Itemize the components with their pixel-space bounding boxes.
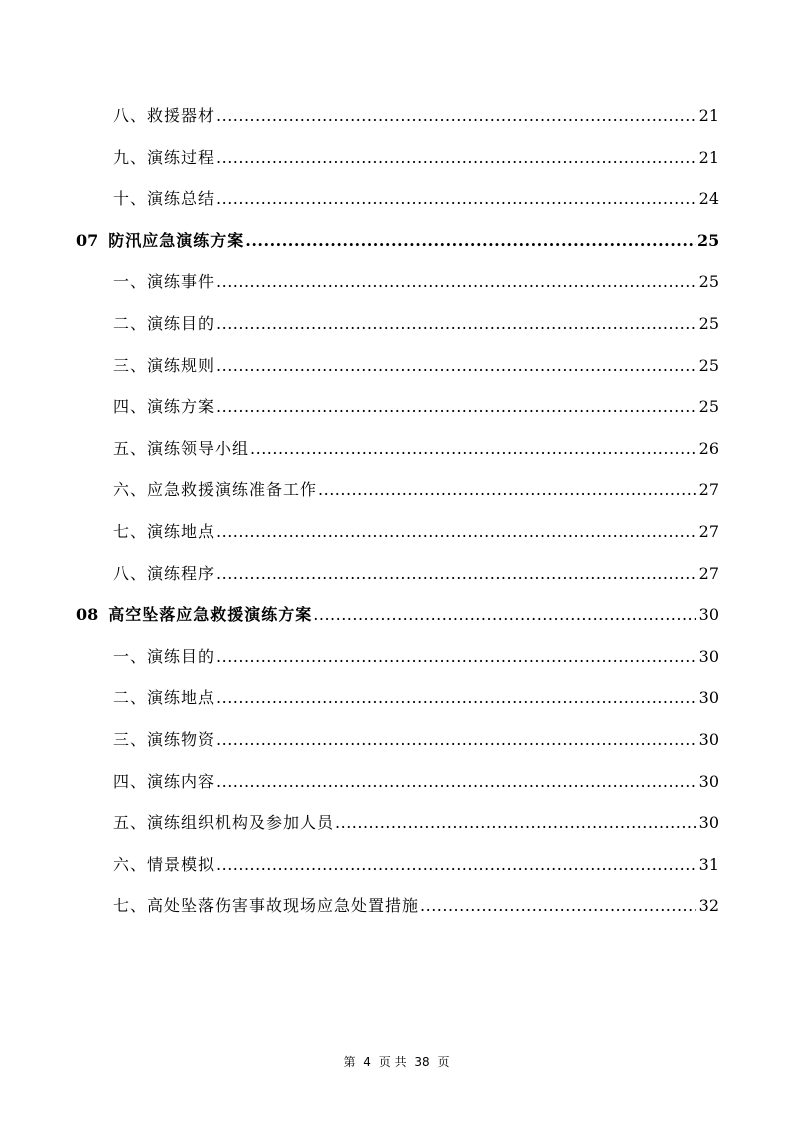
toc-entry-title: 五、演练组织机构及参加人员	[113, 813, 335, 833]
toc-entry[interactable]	[0, 553, 793, 595]
toc-entry-title: 一、演练目的	[113, 646, 216, 666]
toc-entry[interactable]	[0, 885, 793, 927]
footer-suffix: 页	[437, 1055, 450, 1069]
dot-leader	[313, 594, 696, 636]
dot-leader	[216, 345, 696, 387]
dot-leader	[216, 386, 696, 428]
dot-leader	[216, 95, 696, 137]
dot-leader	[216, 178, 696, 220]
table-of-contents	[0, 95, 793, 927]
toc-entry-page: 21	[698, 147, 719, 167]
toc-entry-title: 四、演练内容	[113, 771, 216, 791]
toc-entry-page: 31	[698, 854, 719, 874]
dot-leader	[216, 844, 696, 886]
dot-leader	[216, 137, 696, 179]
dot-leader	[216, 761, 696, 803]
toc-entry-title: 二、演练地点	[113, 688, 216, 708]
toc-entry-title: 九、演练过程	[113, 147, 216, 167]
toc-entry-title: 七、演练地点	[113, 521, 216, 541]
footer-current-page: 4	[363, 1055, 371, 1069]
footer-total-pages: 38	[414, 1055, 430, 1069]
toc-entry-page: 30	[698, 688, 719, 708]
dot-leader	[216, 553, 696, 595]
toc-entry[interactable]	[0, 178, 793, 220]
toc-entry-page: 27	[698, 521, 719, 541]
toc-entry-page: 32	[698, 896, 719, 916]
toc-entry-title: 四、演练方案	[113, 397, 216, 417]
toc-entry[interactable]	[0, 511, 793, 553]
dot-leader	[216, 511, 696, 553]
toc-entry[interactable]	[0, 677, 793, 719]
toc-entry-page: 27	[698, 480, 719, 500]
toc-entry[interactable]	[0, 428, 793, 470]
toc-entry[interactable]	[0, 303, 793, 345]
toc-entry[interactable]	[0, 636, 793, 678]
dot-leader	[216, 303, 696, 345]
dot-leader	[318, 469, 696, 511]
toc-entry-title: 三、演练物资	[113, 729, 216, 749]
toc-entry-page: 25	[698, 272, 719, 292]
toc-entry-page: 25	[698, 355, 719, 375]
toc-entry-title: 七、高处坠落伤害事故现场应急处置措施	[113, 896, 420, 916]
footer-middle: 页 共	[378, 1055, 407, 1069]
toc-entry-page: 24	[698, 189, 719, 209]
toc-entry-page: 30	[698, 771, 719, 791]
dot-leader	[245, 220, 696, 262]
footer-prefix: 第	[343, 1055, 356, 1069]
toc-entry[interactable]	[0, 469, 793, 511]
toc-entry-page: 25	[698, 313, 719, 333]
toc-entry-page: 27	[698, 563, 719, 583]
toc-entry[interactable]	[0, 719, 793, 761]
dot-leader	[216, 636, 696, 678]
toc-entry[interactable]	[0, 802, 793, 844]
dot-leader	[335, 802, 696, 844]
toc-chapter[interactable]	[0, 220, 793, 262]
page-footer	[0, 1053, 793, 1070]
toc-entry[interactable]	[0, 761, 793, 803]
toc-entry-title: 八、演练程序	[113, 563, 216, 583]
toc-entry-page: 25	[698, 397, 719, 417]
toc-entry-title: 一、演练事件	[113, 272, 216, 292]
toc-entry-title: 三、演练规则	[113, 355, 216, 375]
toc-chapter-page: 25	[697, 230, 720, 250]
toc-entry-title: 六、应急救援演练准备工作	[113, 480, 318, 500]
toc-chapter[interactable]	[0, 594, 793, 636]
toc-entry[interactable]	[0, 345, 793, 387]
toc-entry-page: 30	[698, 646, 719, 666]
toc-chapter-page: 30	[698, 605, 719, 625]
toc-entry-page: 30	[698, 729, 719, 749]
toc-entry-title: 六、情景模拟	[113, 854, 216, 874]
toc-entry[interactable]	[0, 137, 793, 179]
toc-entry[interactable]	[0, 95, 793, 137]
dot-leader	[216, 719, 696, 761]
dot-leader	[420, 885, 696, 927]
toc-chapter-number: 07	[76, 230, 99, 250]
dot-leader	[250, 428, 696, 470]
toc-entry-page: 26	[698, 438, 719, 458]
toc-entry-page: 30	[698, 813, 719, 833]
toc-entry[interactable]	[0, 844, 793, 886]
dot-leader	[216, 261, 696, 303]
toc-chapter-number: 08	[76, 605, 99, 625]
toc-entry[interactable]	[0, 386, 793, 428]
toc-entry[interactable]	[0, 261, 793, 303]
dot-leader	[216, 677, 696, 719]
toc-entry-title: 十、演练总结	[113, 189, 216, 209]
toc-entry-title: 五、演练领导小组	[113, 438, 250, 458]
toc-entry-title: 八、救援器材	[113, 106, 216, 125]
toc-chapter-title: 高空坠落应急救援演练方案	[108, 605, 313, 625]
toc-chapter-title: 防汛应急演练方案	[108, 230, 245, 250]
toc-entry-title: 二、演练目的	[113, 313, 216, 333]
toc-entry-page: 21	[698, 106, 719, 125]
